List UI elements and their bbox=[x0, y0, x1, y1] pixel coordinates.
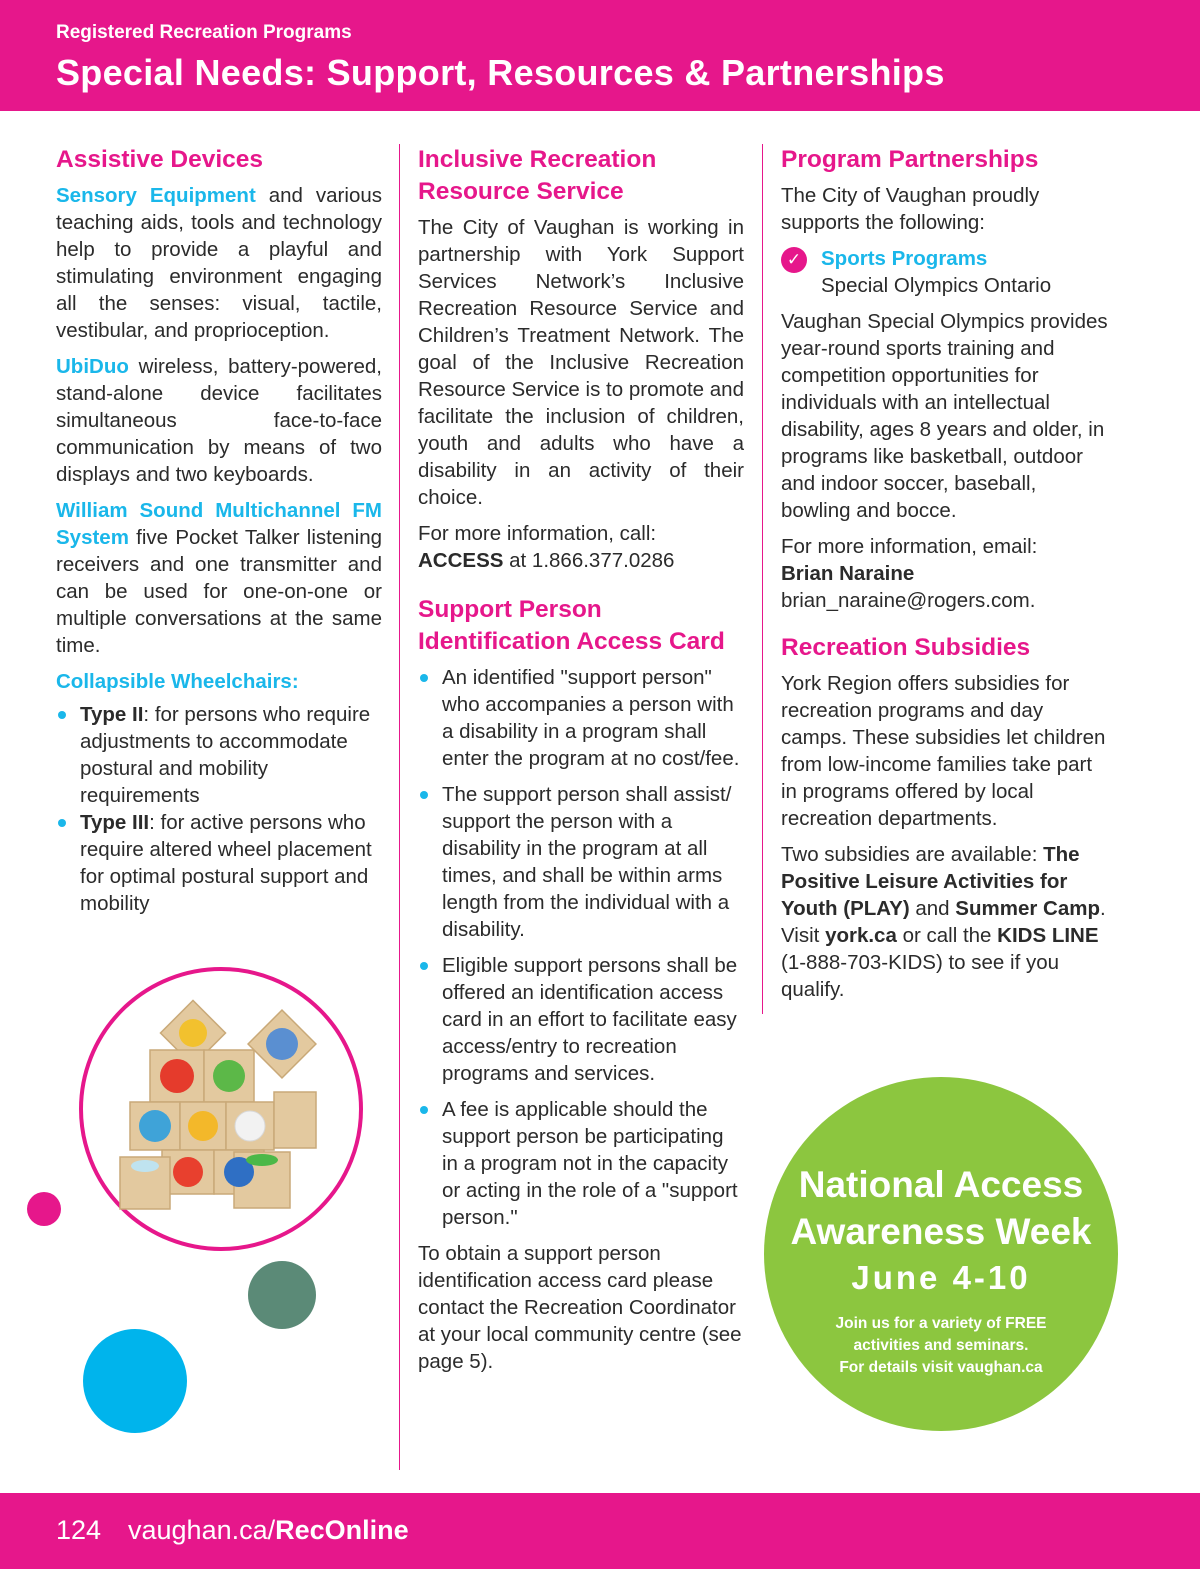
text-subsidies-a: Two subsidies are available: bbox=[781, 843, 1044, 866]
sports-programs-title: Sports Programs bbox=[821, 247, 988, 270]
column-divider-left bbox=[399, 144, 400, 1470]
wheelchair-list bbox=[56, 701, 382, 917]
term-type-3: Type III bbox=[80, 811, 150, 834]
decor-dot-slate bbox=[248, 1261, 316, 1329]
column-inclusive-recreation bbox=[418, 144, 744, 1384]
text-visit: . Visit bbox=[781, 897, 1106, 947]
subheading-collapsible-wheelchairs: Collapsible Wheelchairs: bbox=[56, 670, 299, 693]
badge-link[interactable]: vaughan.ca bbox=[957, 1359, 1043, 1376]
paragraph-william-sound bbox=[56, 497, 382, 659]
badge-text-1: Join us for a variety of FREE bbox=[835, 1315, 1047, 1332]
text-sensory-equipment: and various teaching aids, tools and technology help to provide a playful and stimulating environment engaging all the senses: visual, tactile, vestibular, and proprioception. bbox=[56, 184, 382, 342]
text-william-sound: five Pocket Talker listening receivers and one transmitter and can be used for one-on-one or multiple conversations at the same time. bbox=[56, 526, 382, 657]
term-ubiduo: UbiDuo bbox=[56, 355, 129, 378]
footer-url-prefix: vaughan.ca/ bbox=[128, 1515, 276, 1545]
paragraph-subsidies-available bbox=[781, 841, 1111, 1003]
column-partnerships bbox=[781, 144, 1111, 1012]
text-type-2: : for persons who require adjustments to accommodate postural and mobility requirements bbox=[80, 703, 371, 807]
paragraph-special-olympics: Vaughan Special Olympics provides year-round sports training and competition opportunities for individuals with an intellectual disability, ages 8 years and older, in programs like basketball, outdoor and indoor soccer, baseball, bowling and bocce. bbox=[781, 310, 1108, 522]
list-item bbox=[56, 809, 382, 917]
list-item bbox=[56, 701, 382, 809]
paragraph-partnerships-intro: The City of Vaughan proudly supports the following: bbox=[781, 184, 1040, 234]
list-item: A fee is applicable should the support person be participating in a program not in the capacity or acting in the role of a "support person." bbox=[418, 1096, 744, 1231]
decor-dot-magenta bbox=[27, 1192, 61, 1226]
term-type-2: Type II bbox=[80, 703, 144, 726]
heading-recreation-subsidies: Recreation Subsidies bbox=[781, 634, 1031, 661]
contact-email[interactable]: brian_naraine@rogers.com. bbox=[781, 589, 1036, 612]
heading-support-person: Support Person Identification Access Card bbox=[418, 596, 725, 655]
text-type-3: : for active persons who require altered wheel placement for optimal postural support and mobility bbox=[80, 811, 372, 915]
email-label: For more information, email: bbox=[781, 535, 1038, 558]
text-kids-number: (1-888-703-KIDS) to see if you qualify. bbox=[781, 951, 1060, 1001]
access-week-badge bbox=[764, 1077, 1118, 1431]
page-number: 124 bbox=[56, 1515, 102, 1545]
list-item: The support person shall assist/ support the person with a disability in the program at all times, and shall be within arms length from the individual with a disability. bbox=[418, 781, 744, 943]
sports-programs-item bbox=[781, 245, 1111, 299]
page-title: Special Needs: Support, Resources & Partnerships bbox=[56, 52, 945, 93]
info-label: For more information, call: bbox=[418, 522, 657, 545]
badge-details bbox=[764, 1313, 1118, 1379]
paragraph-subsidies: York Region offers subsidies for recreation programs and day camps. These subsidies let children from low-income families take part in programs offered by local recreation departments. bbox=[781, 672, 1106, 830]
badge-line-1: National Access bbox=[798, 1164, 1084, 1205]
heading-program-partnerships: Program Partnerships bbox=[781, 146, 1039, 173]
checkmark-icon: ✓ bbox=[781, 247, 807, 273]
sensory-blocks-illustration bbox=[118, 992, 318, 1212]
badge-line-2: Awareness Week bbox=[790, 1211, 1092, 1252]
column-assistive-devices bbox=[56, 144, 382, 926]
text-call: or call the bbox=[896, 924, 998, 947]
text-ubiduo: wireless, battery-powered, stand-alone device facilitates simultaneous face-to-face communication by means of two displays and two keyboards. bbox=[56, 355, 382, 486]
list-item: An identified "support person" who accompanies a person with a disability in a program shall enter the program at no cost/fee. bbox=[418, 664, 744, 772]
text-and: and bbox=[909, 897, 956, 920]
term-sensory-equipment: Sensory Equipment bbox=[56, 184, 256, 207]
term-play: The Positive Leisure Activities for Youth (PLAY) bbox=[781, 843, 1080, 920]
badge-text-3: For details visit bbox=[839, 1359, 958, 1376]
page-header bbox=[0, 0, 1200, 111]
access-label: ACCESS bbox=[418, 549, 504, 572]
list-item: Eligible support persons shall be offered an identification access card in an effort to facilitate easy access/entry to recreation programs and services. bbox=[418, 952, 744, 1087]
column-divider-right bbox=[762, 144, 763, 1014]
footer-url[interactable] bbox=[128, 1515, 409, 1546]
paragraph-access-info bbox=[418, 520, 744, 574]
decor-dot-cyan bbox=[83, 1329, 187, 1433]
badge-dates: June 4-10 bbox=[851, 1259, 1031, 1296]
support-person-list bbox=[418, 664, 744, 1231]
section-kicker: Registered Recreation Programs bbox=[56, 22, 352, 43]
sports-programs-org: Special Olympics Ontario bbox=[821, 274, 1052, 297]
term-kids-line: KIDS LINE bbox=[997, 924, 1099, 947]
paragraph-inclusive-recreation: The City of Vaughan is working in partnership with York Support Services Network’s Inclusive Recreation Resource Service and Children’s Treatment Network. The goal of the Inclusive Recreation Resource Service is to promote and facilitate the inclusion of children, youth and adults who have a disability in an activity of their choice. bbox=[418, 216, 744, 509]
access-number: at 1.866.377.0286 bbox=[503, 549, 675, 572]
contact-name: Brian Naraine bbox=[781, 562, 915, 585]
page-footer bbox=[0, 1493, 1200, 1569]
link-york[interactable]: york.ca bbox=[825, 924, 897, 947]
term-summer-camp: Summer Camp bbox=[955, 897, 1100, 920]
heading-assistive-devices: Assistive Devices bbox=[56, 146, 264, 173]
paragraph-ubiduo bbox=[56, 353, 382, 488]
heading-inclusive-recreation: Inclusive Recreation Resource Service bbox=[418, 146, 657, 205]
term-william-sound: William Sound Multichannel FM System bbox=[56, 499, 382, 549]
footer-url-bold: RecOnline bbox=[275, 1515, 409, 1545]
paragraph-sensory-equipment bbox=[56, 182, 382, 344]
paragraph-obtain-card: To obtain a support person identification access card please contact the Recreation Coordinator at your local community centre (see page 5). bbox=[418, 1242, 742, 1373]
badge-text-2: activities and seminars. bbox=[853, 1337, 1029, 1354]
paragraph-email-info bbox=[781, 533, 1111, 614]
